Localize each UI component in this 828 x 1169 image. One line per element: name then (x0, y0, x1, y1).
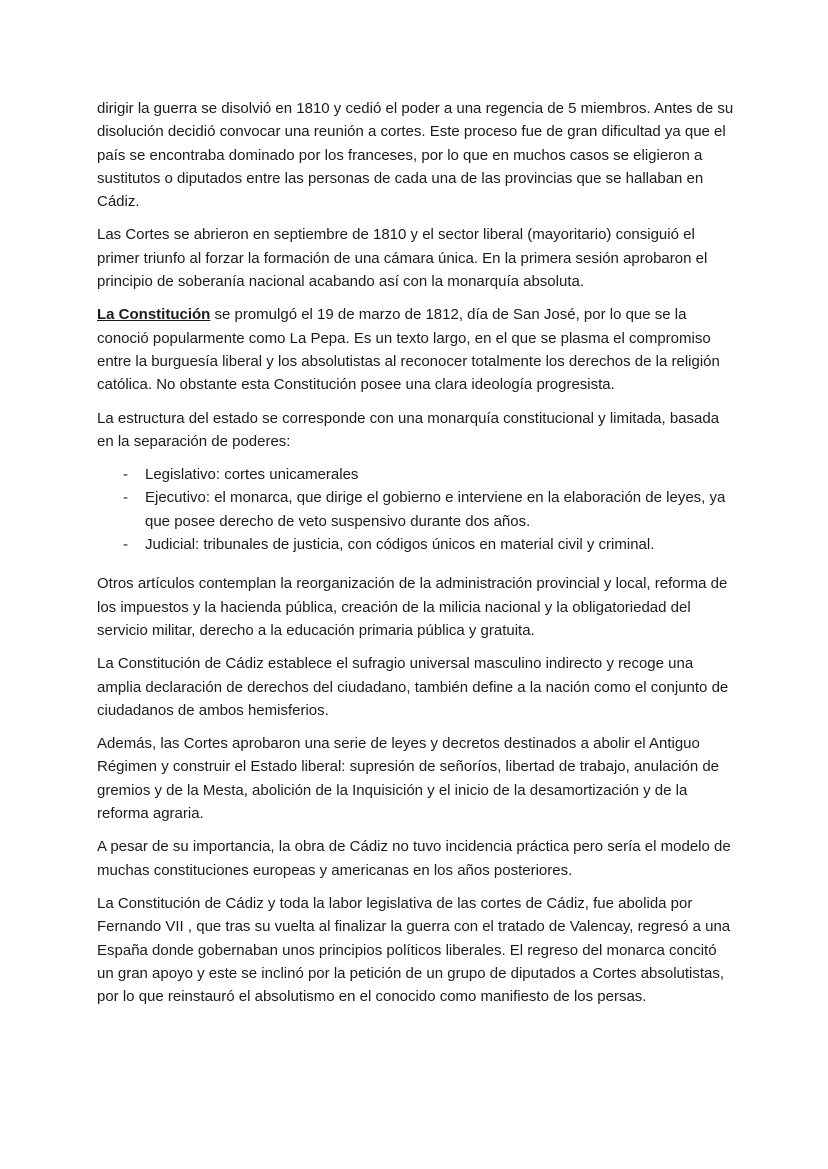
heading-la-constitucion: La Constitución (97, 306, 211, 324)
paragraph-la-constitucion-text: se promulgó el 19 de marzo de 1812, día de San José, por lo que se la conoció popularmente como La Pepa. Es un texto largo, en el que se plasma el compromiso entre la burguesía liberal y los absolutistas al reconocer totalmente los derechos de la religión católica. No obstante esta Constitución posee una clara ideología progresista. (97, 306, 720, 394)
list-item-judicial (97, 533, 737, 556)
paragraph-cortes-1810: Las Cortes se abrieron en septiembre de 1810 y el sector liberal (mayoritario) consiguió el primer triunfo al forzar la formación de una cámara única. En la primera sesión aprobaron el principio de soberanía nacional acabando así con la monarquía absoluta. (97, 226, 708, 291)
paragraph-regencia: dirigir la guerra se disolvió en 1810 y cedió el poder a una regencia de 5 miembros. Antes de su disolución decidió convocar una reunión a cortes. Este proceso fue de gran dificultad ya que el país se encontraba dominado por los franceses, por lo que en muchos casos se eligieron a sustitutos o diputados entre las personas de cada una de las provincias que se hallaban en Cádiz. (97, 100, 734, 211)
paragraph-fernando-vii: La Constitución de Cádiz y toda la labor legislativa de las cortes de Cádiz, fue abolida por Fernando VII , que tras su vuelta al finalizar la guerra con el tratado de Valencay, regresó a una España donde gobernaban unos principios políticos liberales. El regreso del monarca concitó un gran apoyo y este se inclinó por la petición de un grupo de diputados a Cortes absolutistas, por lo que reinstauró el absolutismo en el conocido como manifiesto de los persas. (97, 894, 731, 1006)
paragraph-leyes-decretos: Además, las Cortes aprobaron una serie de leyes y decretos destinados a abolir el Antiguo Régimen y construir el Estado liberal: supresión de señoríos, libertad de trabajo, anulación de gremios y de la Mesta, abolición de la Inquisición y el inicio de la desamortización y de la reforma agraria. (97, 735, 720, 823)
separation-of-powers-list (97, 463, 737, 556)
list-item-text: Ejecutivo: el monarca, que dirige el gobierno e interviene en la elaboración de leyes, ya que posee derecho de veto suspensivo durante dos años. (145, 489, 726, 530)
paragraph-sufragio: La Constitución de Cádiz establece el sufragio universal masculino indirecto y recoge una amplia declaración de derechos del ciudadano, también define a la nación como el conjunto de ciudadanos de ambos hemisferios. (97, 655, 729, 719)
list-item-text: Judicial: tribunales de justicia, con códigos únicos en material civil y criminal. (145, 536, 655, 554)
list-item-ejecutivo (97, 486, 737, 533)
dash-marker: - (123, 466, 128, 484)
list-item-text: Legislativo: cortes unicamerales (145, 466, 359, 484)
paragraph-otros-articulos: Otros artículos contemplan la reorganización de la administración provincial y local, reforma de los impuestos y la hacienda pública, creación de la milicia nacional y la obligatoriedad del servicio militar, derecho a la educación primaria pública y gratuita. (97, 575, 728, 639)
dash-marker: - (123, 489, 128, 507)
paragraph-la-constitucion (97, 303, 737, 396)
paragraph-incidencia: A pesar de su importancia, la obra de Cádiz no tuvo incidencia práctica pero sería el modelo de muchas constituciones europeas y americanas en los años posteriores. (97, 838, 731, 879)
paragraph-estructura-estado: La estructura del estado se corresponde con una monarquía constitucional y limitada, basada en la separación de poderes: (97, 409, 720, 450)
dash-marker: - (123, 536, 128, 554)
list-item-legislativo (97, 463, 737, 486)
